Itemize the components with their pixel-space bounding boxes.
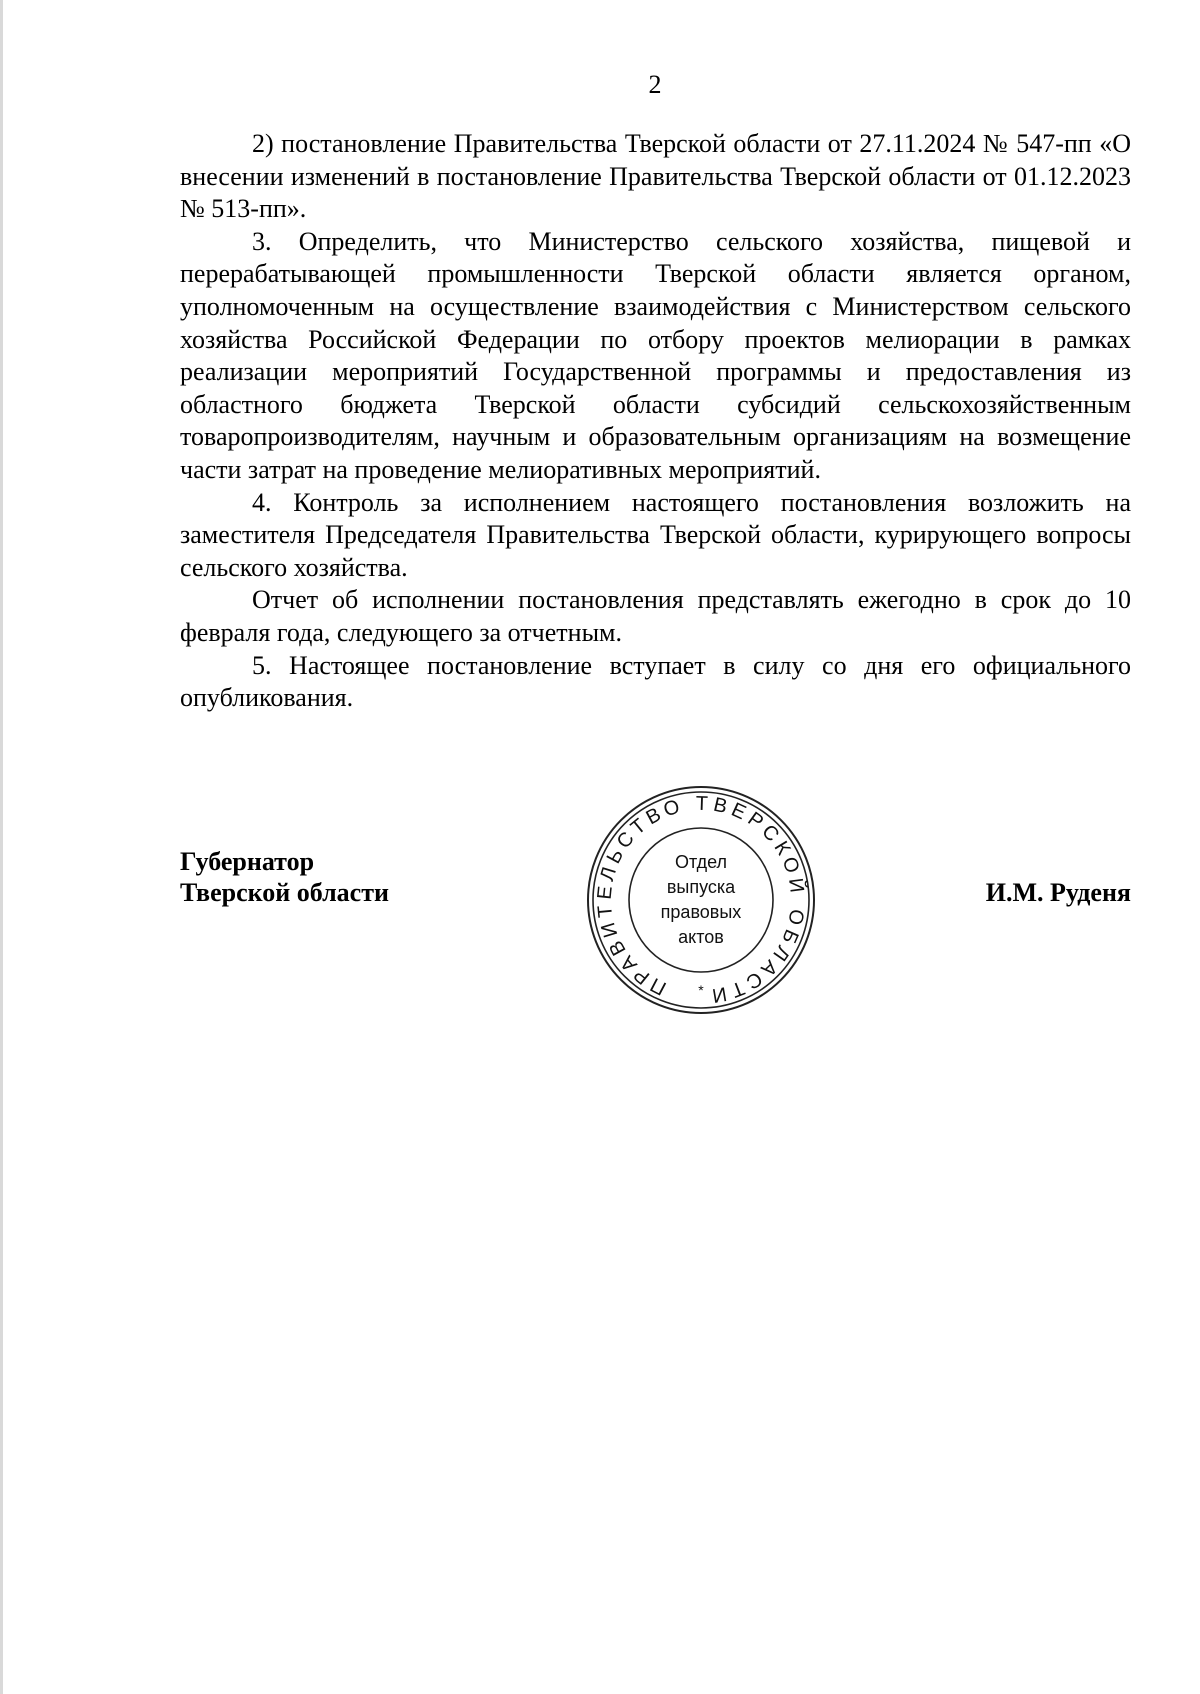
document-body (180, 128, 1131, 715)
stamp-center-line: Отдел (674, 852, 728, 872)
stamp-star: * (698, 982, 704, 998)
signatory-title (180, 846, 389, 908)
official-stamp (585, 784, 817, 1016)
page-number: 2 (648, 70, 662, 99)
stamp-center-text (621, 850, 781, 950)
stamp-center-line: выпуска (666, 877, 736, 897)
paragraph-report: Отчет об исполнении постановления представлять ежегодно в срок до 10 февраля года, следующего за отчетным. (180, 585, 1131, 647)
paragraph-item-5: 5. Настоящее постановление вступает в силу со дня его официального опубликования. (180, 650, 1131, 713)
stamp-ring-text: ПРАВИТЕЛЬСТВО ТВЕРСКОЙ ОБЛАСТИ (593, 792, 809, 1008)
stamp-center-line: актов (678, 927, 724, 947)
paragraph-item-4: 4. Контроль за исполнением настоящего постановления возложить на заместителя Председателя Правительства Тверской области, курирующего вопросы сельского хозяйства. (180, 487, 1131, 582)
stamp-center-line: правовых (660, 902, 742, 922)
signatory-name: И.М. Руденя (985, 878, 1131, 907)
signatory-title-line1: Губернатор (180, 847, 315, 876)
paragraph-item-2: 2) постановление Правительства Тверской области от 27.11.2024 № 547-пп «О внесении изменений в постановление Правительства Тверской области от 01.12.2023 № 513-пп». (180, 129, 1131, 224)
scan-edge (0, 0, 3, 1694)
paragraph-item-3: 3. Определить, что Министерство сельского хозяйства, пищевой и перерабатывающей промышленности Тверской области является органом, уполномоченным на осуществление взаимодействия с Министерством сельского хозяйства Российской Федерации по отбору проектов мелиорации в рамках реализации мероприятий Государственной программы и предоставления из областного бюджета Тверской области субсидий сельскохозяйственным товаропроизводителям, научным и образовательным организациям на возмещение части затрат на проведение мелиоративных мероприятий. (180, 226, 1131, 484)
signatory-title-line2: Тверской области (180, 878, 389, 907)
